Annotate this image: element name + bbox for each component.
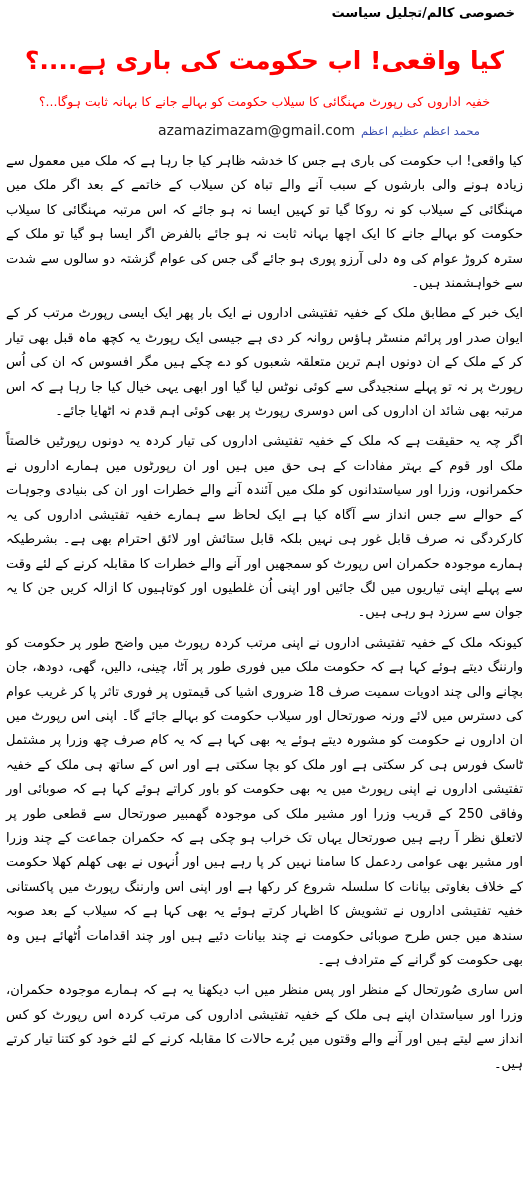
byline [158, 118, 523, 144]
author-email-link[interactable]: azamazimazam@gmail.com [158, 123, 355, 139]
body-paragraph: کیا واقعی! اب حکومت کی باری ہے جس کا خدشہ ظاہر کیا جا رہا ہے کہ ملک میں معمول سے زیادہ ہونے والی بارشوں کے سبب آنے والے تباہ کن سیلاب کے خاتمے کے بعد اگر ملک میں مہنگائی کے سیلاب کو نہ روکا گیا تو کہیں ایسا نہ ہو جائے کہ اس مرتبہ مہنگائی کا سیلاب حکومت کو بہالے جانے کا ایک اچھا بہانہ ثابت نہ ہو جائے بالفرض اگر ایسا ہو گیا تو ملک کے سترہ کروڑ عوام کی وہ دلی آرزو پوری ہو جائے گی جس کی عوام گزشتہ دو سالوں سے شدت سے خواہشمند ہیں۔ [6, 154, 523, 292]
author-name: محمد اعظم عظیم اعظم [360, 124, 480, 138]
body-paragraph: اس ساری صُورتحال کے منظر اور پس منظر میں اب دیکھنا یہ ہے کہ ہمارے موجودہ حکمران، وزرا اور سیاستدان اپنے ہی ملک کے خفیہ تفتیشی اداروں کی مرتب کردہ اس رپورٹ کو کس انداز سے لیتے ہیں اور آنے والے وقتوں میں بُرے حالات کا مقابلہ کرنے کے لئے خود کو کتنا تیار کرتے ہیں۔ [6, 983, 523, 1072]
body-paragraph: کیونکہ ملک کے خفیہ تفتیشی اداروں نے اپنی مرتب کردہ رپورٹ میں واضح طور پر حکومت کو وارننگ دیتے ہوئے کہا ہے کہ حکومت ملک میں فوری طور پر آٹا، چینی، دالیں، گھی، دودھ، جان بچانے والی چند ادویات سمیت صرف 18 ضروری اشیا کی قیمتوں پر فوری تاثر پا کر غریب عوام کی دسترس میں لائے ورنہ صورتحال اور سیلاب حکومت کو بہالے جائے گا۔ اپنی اس رپورٹ میں ان اداروں نے حکومت کو مشورہ دیتے ہوئے یہ بھی کہا ہے کہ یہ کام صرف چھ وزرا پر مشتمل ٹاسک فورس ہی کر سکتی ہے اور ملک کو بچا سکتی ہے اور اس کے ساتھ ہی ملک کے خفیہ تفتیشی اداروں نے اپنی رپورٹ میں یہ بھی حکومت کو باور کراتے ہوئے کہا ہے کہ صوبائی اور وفاقی 250 کے قریب وزرا اور مشیر ملک کی موجودہ گھمبیر صورتحال سے قطعی طور پر لاتعلق نظر آ رہے ہیں صورتحال یہاں تک خراب ہو چکی ہے کہ حکمران جماعت کے چند وزرا اور مشیر بھی عوامی ردعمل کا سامنا نہیں کر پا رہے ہیں اور اُنہوں نے بھی کھلم کھلا حکومت کے خلاف بغاوتی بیانات کا سلسلہ شروع کر رکھا ہے اور اپنی اس وارننگ رپورٹ میں پاکستانی خفیہ تفتیشی اداروں نے تشویش کا اظہار کرتے ہوئے یہ بھی کہا ہے کہ سیلاب کے بعد صوبہ سندھ میں جس طرح صوبائی حکومت نے چند بیانات دئیے ہیں اور چند اقدامات اُٹھائے ہیں وہ بھی حکومت کو گرانے کے مترادف ہے۔ [6, 635, 524, 968]
body-paragraph: ایک خبر کے مطابق ملک کے خفیہ تفتیشی اداروں نے ایک بار پھر ایک ایسی رپورٹ مرتب کر کے ایوان صدر اور پرائم منسٹر ہاؤس روانہ کر دی ہے جیسی ایک رپورٹ یہ کچھ ماہ قبل بھی تیار کر کے ملک کے ان دونوں اہم ترین متعلقہ شعبوں کو دے چکے ہیں مگر افسوس کہ ان کی اُس رپورٹ پر نہ تو پہلے سنجیدگی سے کوئی نوٹس لیا گیا اور ابھی یہی خیال کیا جا رہا ہے کہ اس مرتبہ بھی شائد ان اداروں کی اس دوسری رپورٹ پر بھی کوئی اہم قدم نہ اٹھایا جائے۔ [6, 306, 523, 420]
body-paragraph: اگر چہ یہ حقیقت ہے کہ ملک کے خفیہ تفتیشی اداروں کی تیار کردہ یہ دونوں رپورٹیں خالصتاً ملک اور قوم کے بہتر مفادات کے ہی حق میں ہیں اور ان رپورٹوں میں ہمارے اداروں نے حکمرانوں، وزرا اور سیاستدانوں کو ملک میں آئندہ آنے والے خطرات اور ان کی بنیادی وجوہات کے حوالے سے جس انداز سے آگاہ کیا ہے ایک لحاظ سے ہمارے خفیہ تفتیشی اداروں کی یہ کارکردگی نہ صرف قابل غور ہی نہیں بلکہ قابل ستائش اور لائق احترام بھی ہے۔ بشرطیکہ ہمارے موجودہ حکمران اس رپورٹ کو سمجھیں اور آنے والے خطرات کا مقابلہ کرنے کے لئے وقت سے پہلے اپنی تیاریوں میں لگ جائیں اور اپنی اُن غلطیوں اور کوتاہیوں کا ازالہ کریں جن کا یہ جوان سے سرزد ہو رہی ہیں۔ [6, 434, 523, 621]
article-body [6, 150, 523, 1077]
article-subheadline: خفیہ اداروں کی رپورٹ مہنگائی کا سیلاب حکومت کو بہالے جانے کا بہانہ ثابت ہوگا...؟ [38, 94, 491, 109]
column-kicker: خصوصی کالم/تجلیل سیاست [331, 6, 515, 21]
article-headline: کیا واقعی! اب حکومت کی باری ہے....؟ [24, 46, 505, 75]
